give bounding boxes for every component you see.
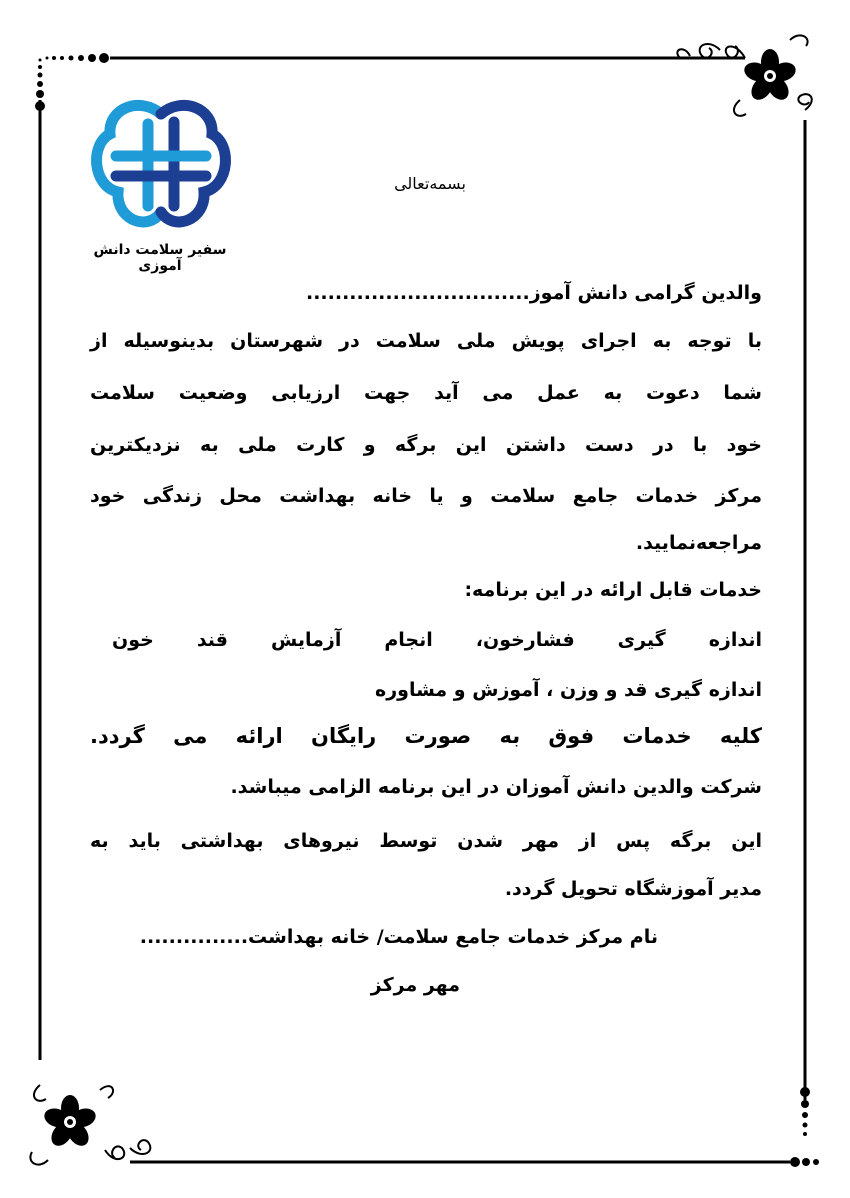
center-stamp: مهر مرکز [370, 974, 460, 996]
center-name: نام مرکز خدمات جامع سلامت/ خانه بهداشت............... [139, 926, 658, 948]
paragraph-line: مراجعه‌نمایید. [635, 532, 762, 554]
free-notice: کلیه خدمات فوق به صورت رایگان ارائه می گردد. [90, 724, 762, 748]
flower-ornament-icon [677, 35, 811, 115]
return-line: این برگه پس از مهر شدن توسط نیروهای بهداشتی باید به [90, 830, 762, 852]
paragraph-line: با توجه به اجرای پویش ملی سلامت در شهرستان بدینوسیله از [90, 330, 762, 352]
logo-caption: سفیر سلامت دانش آموزی [93, 242, 227, 274]
paragraph-line: خود با در دست داشتن این برگه و کارت ملی به نزدیکترین [90, 434, 762, 456]
ambassador-logo-icon [88, 94, 234, 234]
service-item: اندازه گیری فشارخون، انجام آزمایش قند خون [112, 629, 762, 651]
flower-ornament-icon [30, 1085, 150, 1165]
paragraph-line: مرکز خدمات جامع سلامت و یا خانه بهداشت محل زندگی خود [90, 485, 762, 507]
greeting: والدین گرامی دانش آموز............................... [305, 282, 762, 304]
paragraph-line: شما دعوت به عمل می آید جهت ارزیابی وضعیت سلامت [90, 382, 762, 404]
service-item: اندازه گیری قد و وزن ، آموزش و مشاوره [374, 679, 762, 701]
mandatory-note: شرکت والدین دانش آموزان در این برنامه الزامی میباشد. [230, 776, 762, 798]
return-line: مدیر آموزشگاه تحویل گردد. [504, 878, 762, 900]
services-title: خدمات قابل ارائه در این برنامه: [464, 579, 762, 601]
page-heading: بسمه‌تعالی [394, 174, 466, 193]
